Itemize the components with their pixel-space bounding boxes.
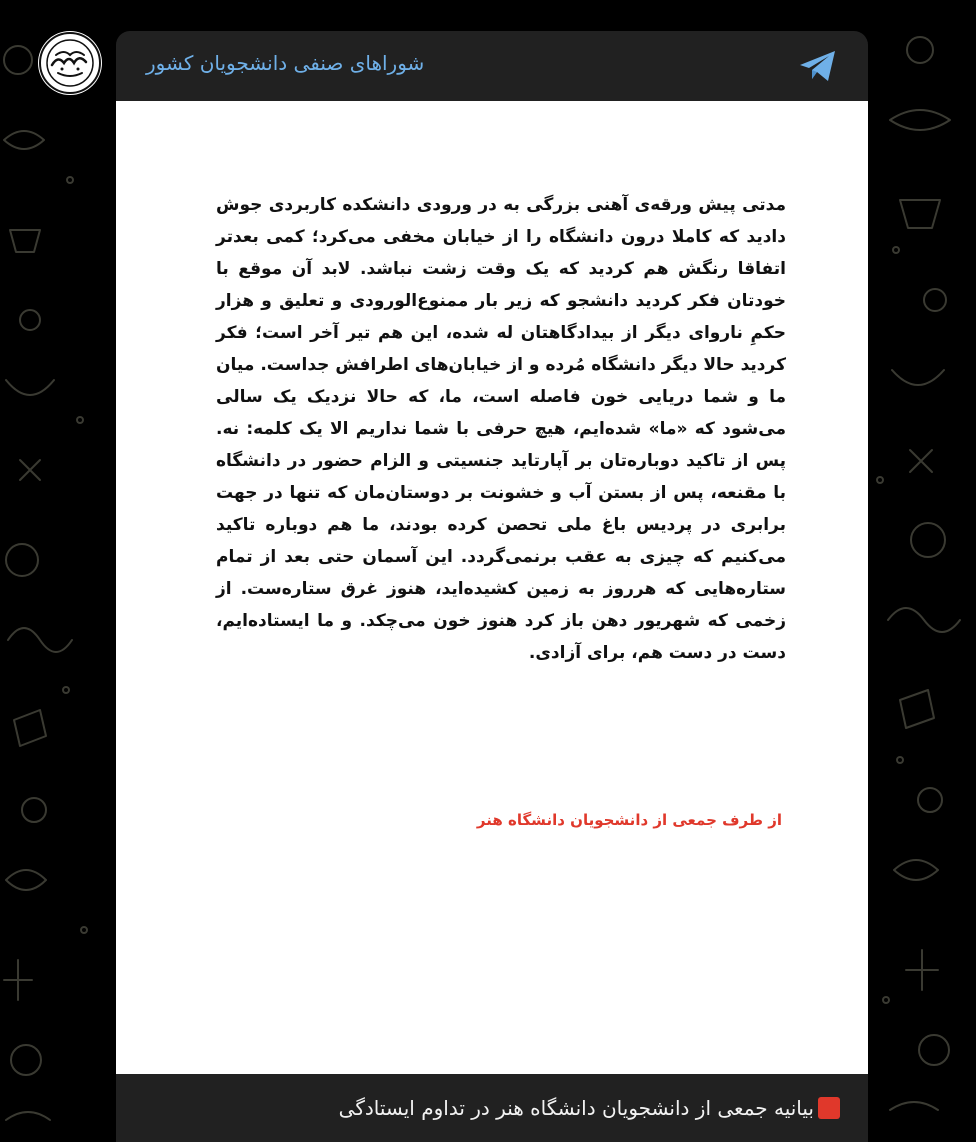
post-header: [116, 31, 868, 101]
statement-image[interactable]: [116, 101, 868, 1074]
channel-avatar[interactable]: [38, 31, 102, 95]
caption-text: بیانیه جمعی از دانشجویان دانشگاه هنر در تداوم ایستادگی: [338, 1096, 814, 1120]
channel-logo-icon: [38, 31, 102, 95]
channel-name[interactable]: شوراهای صنفی دانشجویان کشور: [146, 51, 425, 75]
statement-signature: از طرف جمعی از دانشجویان دانشگاه هنر: [476, 811, 782, 829]
telegram-icon: [798, 49, 838, 83]
statement-text: مدتی پیش ورقه‌ی آهنی بزرگی به در ورودی دانشکده کاربردی جوش دادید که کاملا درون دانشگاه را از خیابان مخفی می‌کرد؛ کمی بعدتر اتفاقا رنگش هم کردید که یک وقت زشت نباشد. لابد آن موقع با خودتان فکر کردید دانشجو که زیر بار ممنوع‌الورودی و تعلیق و هزار حکمِ ناروای دیگر از بیدادگاهتان له شده، این هم تیر آخر است؛ فکر کردید حالا دیگر دانشگاه مُرده و از خیابان‌های اطرافش جداست. میان ما و شما دریایی خون فاصله است، ما، که حالا نزدیک یک سالی می‌شود که «ما» شده‌ایم، هیچ حرفی با شما نداریم الا یک کلمه: نه. پس از تاکید دوباره‌تان بر آپارتاید جنسیتی و الزام حضور در دانشگاه با مقنعه، پس از بستن آب و خشونت بر دوستان‌مان که تنها در جهت برابری در پردیس باغ ملی تحصن کرده بودند، ما هم دوباره تاکید می‌کنیم که چیزی به عقب برنمی‌گردد. این آسمان حتی بعد از تمام ستاره‌هایی که هرروز به زمین کشیده‌اید، هنوز غرق ستاره‌ست. از زخمی که شهریور دهن باز کرد هنوز خون می‌چکد. و ما ایستاده‌ایم، دست در دست هم، برای آزادی.: [216, 195, 786, 663]
red-square-icon: [818, 1097, 840, 1119]
channel-post: [116, 31, 868, 1142]
post-caption: [116, 1074, 868, 1142]
